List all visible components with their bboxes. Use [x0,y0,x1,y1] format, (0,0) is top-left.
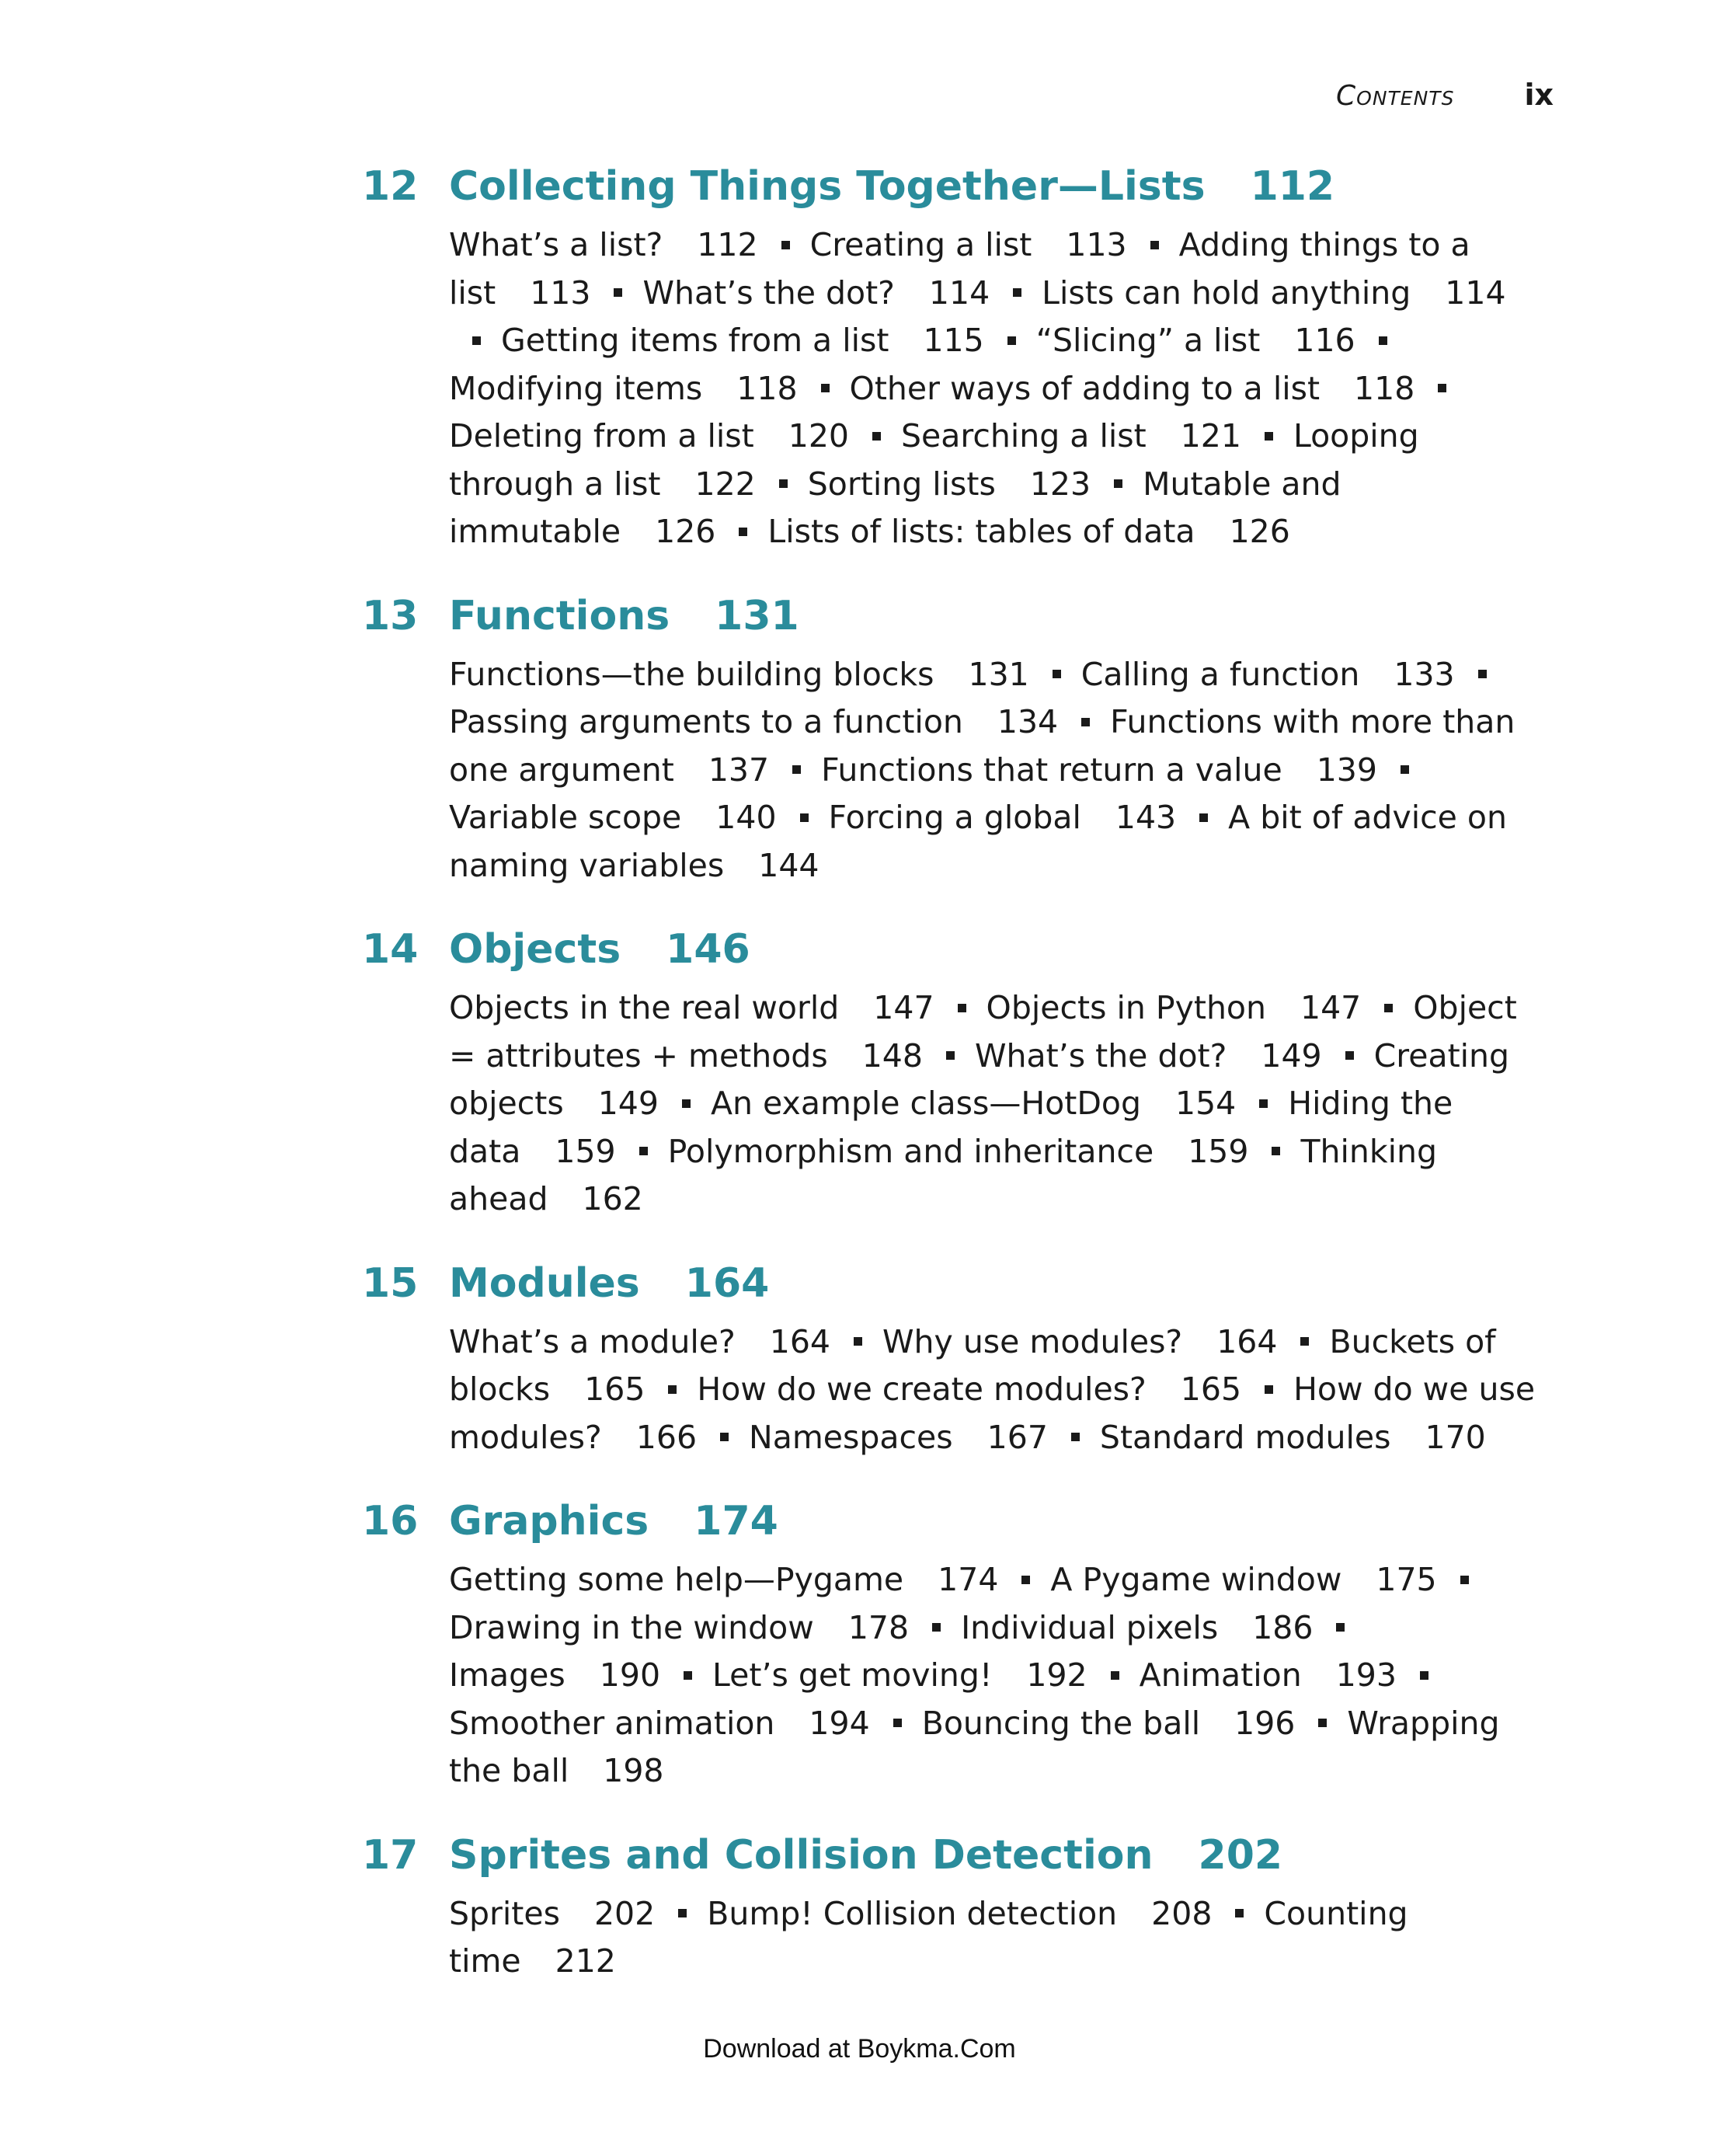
section-title: What’s a list? [449,226,663,263]
toc-section-entry[interactable] [961,1609,1313,1646]
section-page: 140 [715,799,777,836]
chapter-page: 174 [694,1498,778,1545]
section-page: 123 [1029,465,1091,503]
separator-bullet [1379,336,1387,345]
section-title: Adding things to a list [449,226,1470,312]
section-page: 118 [1354,369,1415,407]
section-title: What’s the dot? [974,1036,1227,1075]
section-title: Getting some help—Pygame [449,1561,904,1598]
toc-section-entry[interactable] [810,226,1127,263]
section-title: What’s the dot? [642,273,895,312]
section-page: 193 [1335,1656,1397,1694]
toc-section-entry[interactable] [449,417,849,455]
toc-section-entry[interactable] [697,1371,1241,1408]
section-list [449,984,1544,1224]
section-title: Animation [1139,1656,1302,1694]
toc-section-entry[interactable] [501,322,984,359]
section-page: 149 [1261,1036,1322,1075]
section-page: 143 [1115,799,1177,836]
separator-bullet [668,1385,677,1394]
section-title: “Slicing” a list [1035,322,1261,359]
separator-bullet [1199,813,1208,822]
section-list [449,1318,1544,1462]
toc-section-entry[interactable] [449,1323,830,1360]
section-list [449,1556,1544,1796]
toc-section-entry[interactable] [850,370,1415,407]
toc-section-entry[interactable] [449,1705,870,1742]
section-page: 208 [1151,1894,1213,1932]
separator-bullet [1150,241,1159,249]
section-title: Counting time [449,1894,1408,1980]
toc-section-entry[interactable] [1140,1656,1397,1694]
section-page: 202 [593,1894,656,1932]
section-page: 133 [1394,655,1455,693]
chapter-page: 112 [1250,163,1335,210]
section-title: Lists can hold anything [1042,273,1411,312]
toc-section-entry[interactable] [987,989,1362,1026]
section-page: 159 [555,1132,616,1170]
toc-section-entry[interactable] [882,1323,1277,1360]
section-page: 116 [1294,322,1355,359]
chapter-number: 17 [362,1831,419,1879]
chapter-page: 131 [715,592,799,639]
section-title: Mutable and immutable [449,465,1341,550]
section-page: 194 [809,1704,870,1742]
chapter-number: 13 [362,592,419,639]
toc-section-entry[interactable] [668,1133,1249,1170]
separator-bullet [1259,1099,1268,1108]
toc-section-entry[interactable] [1050,1561,1436,1598]
toc-section-entry[interactable] [449,1609,909,1646]
toc-section-entry[interactable] [449,370,798,407]
section-list [449,1890,1544,1986]
running-head [1165,78,1554,112]
chapter-title: Modules [449,1259,640,1307]
section-page: 167 [987,1418,1048,1456]
chapter-title: Collecting Things Together—Lists [449,163,1206,210]
chapter-heading[interactable] [362,589,1566,643]
section-page: 115 [923,322,984,359]
section-title: Objects in Python [986,989,1266,1026]
toc-section-entry[interactable] [808,465,1091,503]
section-page: 139 [1316,751,1377,789]
section-title: Passing arguments to a function [449,703,963,740]
chapter-number: 15 [362,1259,419,1307]
section-page: 126 [655,513,716,550]
separator-bullet [1272,1147,1280,1155]
chapter-title: Functions [449,592,670,639]
toc-section-entry[interactable] [1042,274,1505,312]
section-page: 137 [708,751,770,789]
separator-bullet [739,528,747,536]
chapter-page: 202 [1198,1831,1283,1879]
section-title: Smoother animation [449,1704,775,1742]
chapter-title: Sprites and Collision Detection [449,1831,1154,1879]
section-title: Namespaces [749,1418,953,1456]
section-page: 148 [861,1036,923,1075]
toc-section-entry[interactable] [449,1656,660,1694]
section-page: 147 [873,989,934,1026]
section-page: 190 [599,1656,661,1694]
section-page: 114 [1445,273,1506,312]
section-title: Wrapping the ball [449,1704,1500,1789]
toc-section-entry[interactable] [1036,322,1355,359]
chapter-heading[interactable] [362,1256,1566,1311]
separator-bullet [720,1433,729,1441]
section-title: Forcing a global [828,799,1081,836]
separator-bullet [1071,1433,1080,1441]
chapter-number: 12 [362,163,419,210]
separator-bullet [614,288,622,297]
section-title: How do we create modules? [697,1371,1147,1408]
section-title: Buckets of blocks [449,1322,1496,1408]
separator-bullet [1460,1576,1469,1584]
section-page: 147 [1300,989,1362,1026]
toc-section-entry[interactable] [449,226,758,263]
section-title: Functions with more than one argument [449,703,1515,789]
section-title: Functions—the building blocks [449,655,934,693]
separator-bullet [1265,432,1273,441]
separator-bullet [1007,336,1016,345]
section-page: 120 [788,417,850,455]
separator-bullet [472,336,481,345]
section-title: Hiding the data [449,1085,1453,1170]
footer-download-note: Download at Boykma.Com [703,2034,1016,2064]
toc-section-entry[interactable] [711,1085,1236,1122]
section-title: Searching a list [901,417,1147,455]
section-title: Drawing in the window [449,1608,814,1646]
toc-section-entry[interactable] [829,799,1177,836]
section-title: Creating a list [809,226,1032,263]
section-page: 131 [968,655,1029,693]
separator-bullet [1318,1719,1327,1727]
chapter-17 [362,1828,1566,1986]
chapter-number: 16 [362,1498,419,1545]
separator-bullet [1336,1623,1345,1632]
section-title: Bouncing the ball [921,1704,1201,1742]
section-title: Standard modules [1099,1418,1391,1456]
separator-bullet [1235,1909,1244,1917]
separator-bullet [872,432,881,441]
separator-bullet [1345,1051,1354,1060]
toc-section-entry[interactable] [449,656,1029,693]
section-title: Sprites [449,1894,560,1932]
separator-bullet [1114,479,1122,488]
separator-bullet [1420,1671,1428,1680]
separator-bullet [678,1909,687,1917]
section-page: 113 [1066,226,1127,263]
section-page: 112 [697,226,758,263]
separator-bullet [946,1051,955,1060]
toc-section-entry[interactable] [449,1895,655,1932]
toc-section-entry[interactable] [712,1656,1087,1694]
separator-bullet [1053,670,1061,678]
toc-section-entry[interactable] [749,1419,1048,1456]
toc-section-entry[interactable] [449,799,777,836]
section-page: 166 [635,1418,698,1456]
toc-section-entry[interactable] [767,513,1289,550]
separator-bullet [792,765,801,774]
section-page: 192 [1026,1656,1087,1694]
separator-bullet [1013,288,1021,297]
separator-bullet [1300,1337,1309,1346]
separator-bullet [854,1337,862,1346]
section-title: Thinking ahead [449,1132,1438,1217]
section-page: 186 [1252,1608,1314,1646]
section-page: 144 [758,846,819,884]
toc-section-entry[interactable] [922,1705,1296,1742]
section-title: Looping through a list [449,417,1419,503]
chapter-heading[interactable] [362,922,1566,977]
separator-bullet [1438,384,1446,392]
section-title: An example class—HotDog [710,1085,1142,1122]
section-page: 162 [582,1180,643,1217]
separator-bullet [1401,765,1409,774]
section-page: 175 [1376,1561,1437,1598]
separator-bullet [684,1671,692,1680]
section-page: 126 [1229,513,1290,550]
section-title: Modifying items [449,369,703,407]
chapter-14 [362,922,1566,1224]
chapter-title: Objects [449,926,621,973]
chapter-heading[interactable] [362,159,1566,214]
separator-bullet [682,1099,691,1108]
chapter-16 [362,1494,1566,1796]
section-list [449,221,1544,556]
section-title: Lists of lists: tables of data [767,513,1195,550]
chapter-heading[interactable] [362,1828,1566,1883]
section-title: Let’s get moving! [712,1656,993,1694]
separator-bullet [932,1623,941,1632]
section-title: Objects in the real world [449,989,840,1026]
separator-bullet [1021,1576,1030,1584]
section-title: Other ways of adding to a list [849,369,1321,407]
section-page: 196 [1234,1704,1296,1742]
separator-bullet [1384,1004,1393,1012]
section-title: Why use modules? [882,1322,1183,1360]
section-page: 122 [694,465,756,503]
page-number: ix [1524,78,1554,112]
section-title: Individual pixels [961,1608,1219,1646]
separator-bullet [779,479,788,488]
section-title: What’s a module? [449,1322,736,1360]
toc-section-entry[interactable] [642,274,990,312]
section-page: 174 [938,1561,999,1598]
section-page: 121 [1180,417,1241,455]
section-title: Variable scope [449,799,682,836]
section-list [449,651,1544,890]
section-page: 159 [1188,1132,1249,1170]
chapter-13 [362,589,1566,890]
toc-section-entry[interactable] [1081,656,1455,693]
chapter-heading[interactable] [362,1494,1566,1548]
section-page: 212 [555,1942,616,1980]
chapter-15 [362,1256,1566,1462]
toc-section-entry[interactable] [901,417,1241,455]
section-page: 118 [736,369,798,407]
chapter-title: Graphics [449,1498,649,1545]
chapter-number: 14 [362,926,419,973]
chapter-page: 164 [684,1259,770,1307]
toc-section-entry[interactable] [821,751,1377,789]
separator-bullet [781,241,790,249]
section-page: 198 [603,1752,664,1789]
section-title: Bump! Collision detection [707,1894,1118,1932]
section-page: 149 [597,1085,659,1122]
running-head-title: Contents [1336,80,1455,112]
separator-bullet [1265,1385,1273,1394]
separator-bullet [821,384,830,392]
toc-section-entry[interactable] [449,703,1058,740]
separator-bullet [639,1147,648,1155]
toc-section-entry[interactable] [1100,1419,1486,1456]
section-title: Images [449,1656,565,1694]
section-page: 114 [928,273,990,312]
toc-section-entry[interactable] [975,1037,1322,1075]
section-title: A Pygame window [1050,1561,1342,1598]
section-page: 154 [1175,1085,1237,1122]
chapter-12 [362,159,1566,556]
section-title: Polymorphism and inheritance [667,1132,1154,1170]
section-title: A bit of advice on naming variables [449,799,1507,884]
toc-section-entry[interactable] [707,1895,1212,1932]
section-page: 178 [847,1608,910,1646]
section-title: Getting items from a list [501,322,889,359]
section-title: Deleting from a list [449,417,754,455]
chapter-page: 146 [666,926,750,973]
section-page: 113 [530,273,591,312]
section-page: 164 [769,1322,830,1360]
table-of-contents [362,159,1566,2018]
separator-bullet [958,1004,966,1012]
separator-bullet [1081,718,1090,726]
separator-bullet [1111,1671,1119,1680]
toc-section-entry[interactable] [449,989,934,1026]
separator-bullet [800,813,809,822]
section-title: Functions that return a value [821,751,1282,789]
separator-bullet [1478,670,1487,678]
section-title: Object = attributes + methods [449,989,1517,1075]
separator-bullet [893,1719,902,1727]
section-title: Sorting lists [807,465,996,503]
section-title: Creating objects [449,1036,1510,1122]
section-page: 165 [584,1371,645,1408]
section-page: 170 [1425,1418,1486,1456]
section-title: Calling a function [1080,655,1360,693]
toc-section-entry[interactable] [449,1561,998,1598]
section-page: 164 [1216,1322,1278,1360]
section-title: How do we use modules? [449,1371,1536,1456]
section-page: 134 [997,703,1059,740]
section-page: 165 [1180,1371,1242,1408]
